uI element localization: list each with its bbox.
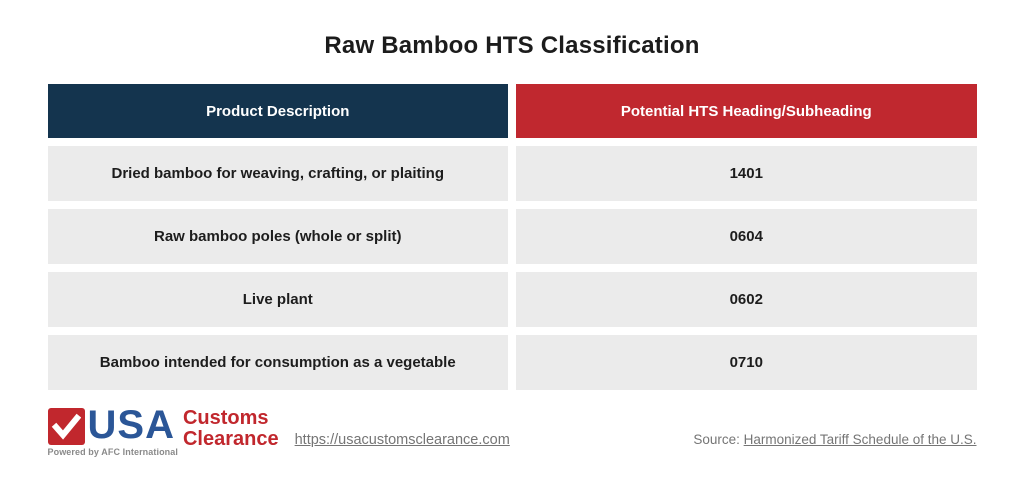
source-link[interactable]: Harmonized Tariff Schedule of the U.S.: [743, 432, 977, 447]
footer: [47, 403, 977, 457]
logo-main-row: [48, 403, 175, 447]
logo-left-block: [47, 403, 178, 457]
header-cell-hts-heading: Potential HTS Heading/Subheading: [516, 84, 977, 138]
logo-customs-line: Customs: [182, 407, 269, 429]
table-row-code: 1401: [516, 146, 977, 201]
hts-classification-table: [48, 84, 977, 390]
table-row-description: Bamboo intended for consumption as a vegetable: [48, 335, 509, 390]
logo-tagline: Powered by AFC International: [47, 447, 178, 457]
infographic-page: [0, 32, 1024, 480]
table-row-description: Dried bamboo for weaving, crafting, or plaiting: [48, 146, 509, 201]
table-row-code: 0604: [516, 209, 977, 264]
logo-clearance-line: Clearance: [182, 428, 279, 450]
website-link[interactable]: https://usacustomsclearance.com: [294, 431, 510, 448]
logo-usa-text: USA: [87, 403, 175, 447]
table-row-code: 0710: [516, 335, 977, 390]
page-title: Raw Bamboo HTS Classification: [324, 32, 700, 59]
table-row-description: Live plant: [48, 272, 509, 327]
checkmark-icon: [48, 408, 85, 445]
source-prefix: Source:: [693, 432, 744, 447]
table-row-code: 0602: [516, 272, 977, 327]
logo-customs-clearance-text: [183, 408, 279, 450]
header-cell-product-description: Product Description: [48, 84, 509, 138]
usa-customs-clearance-logo: [47, 403, 279, 457]
table-row-description: Raw bamboo poles (whole or split): [48, 209, 509, 264]
source-text: [693, 432, 976, 447]
